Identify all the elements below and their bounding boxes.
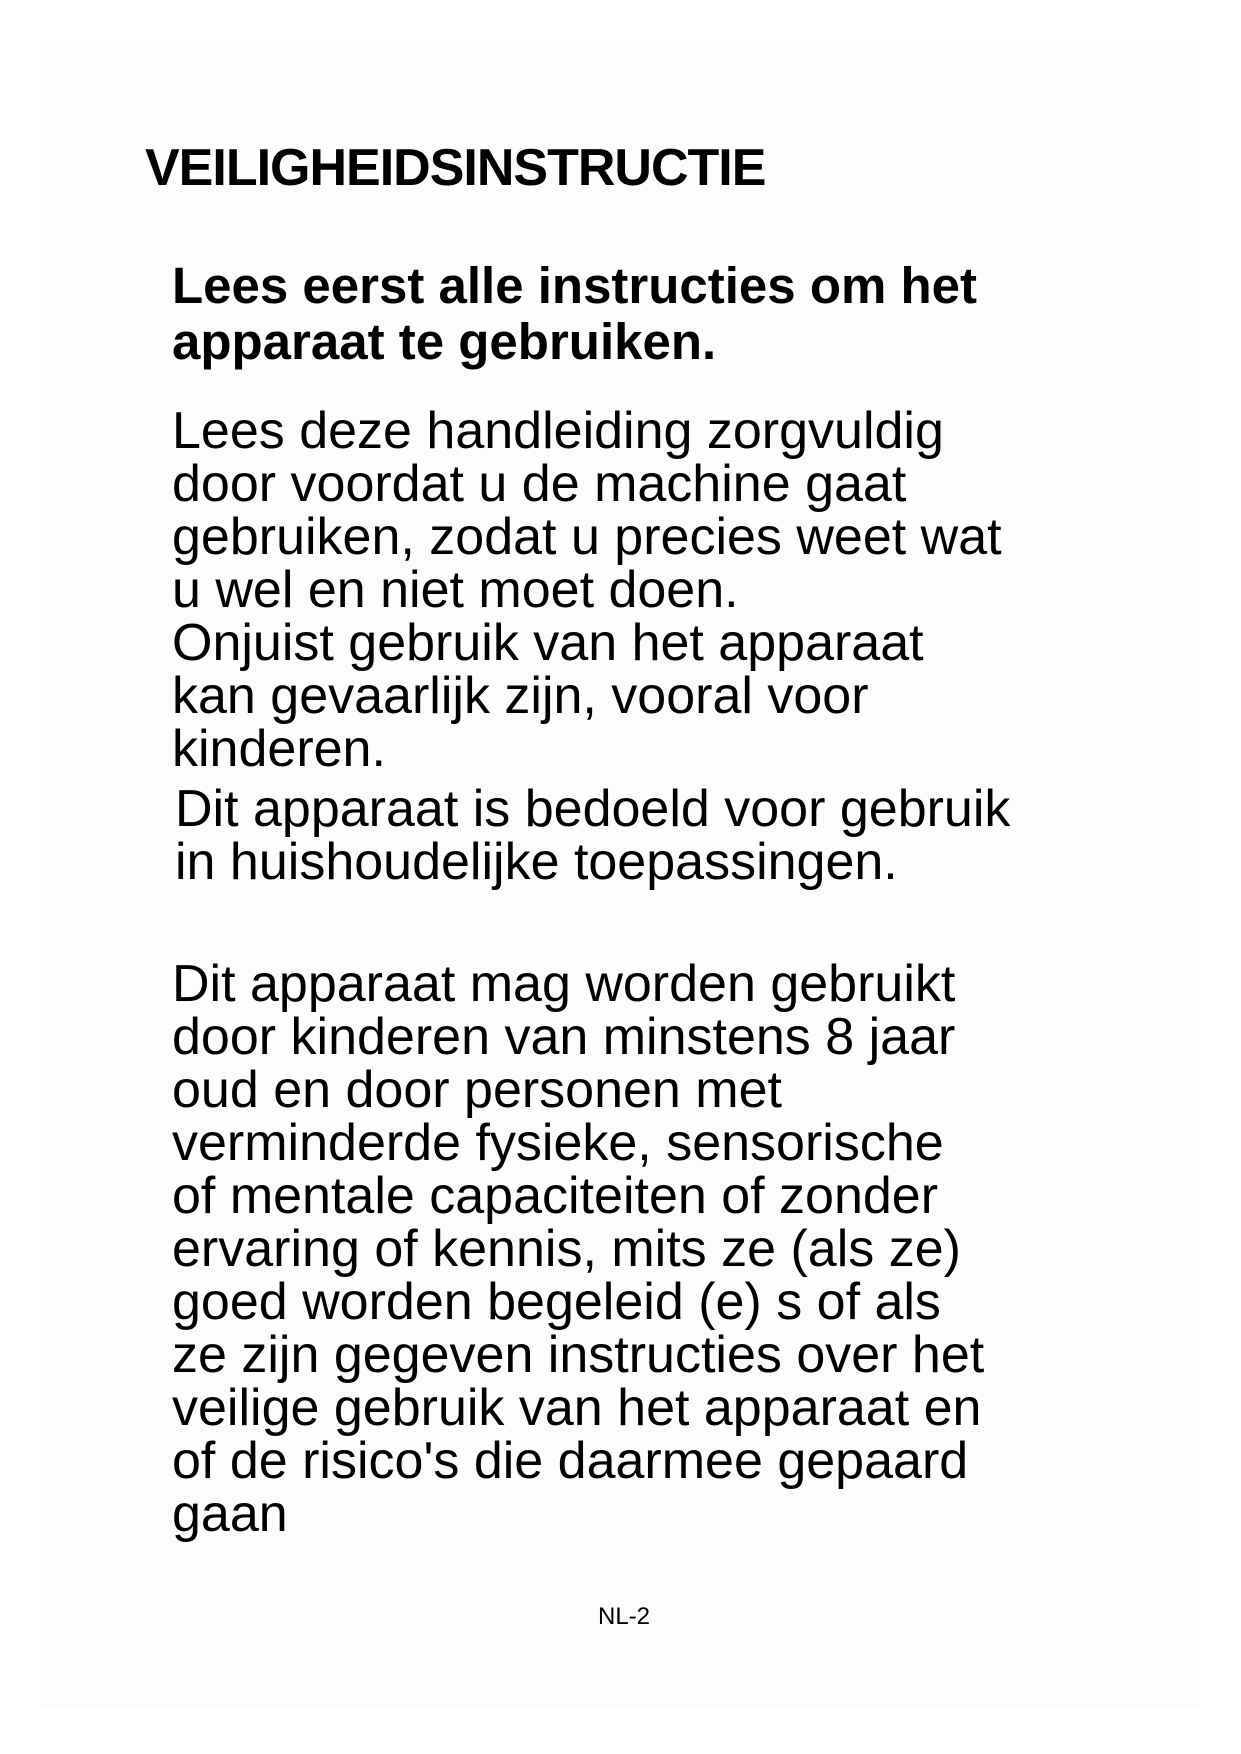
paragraph-household-use [175, 780, 1011, 891]
paragraph-line: Lees deze handleiding zorgvuldig [172, 402, 944, 460]
subtitle [172, 258, 977, 370]
paragraph-line: door voordat u de machine gaat [172, 455, 907, 513]
paragraph-line: Dit apparaat is bedoeld voor gebruik [175, 780, 1011, 838]
paragraph-line: of mentale capaciteiten of zonder [172, 1167, 939, 1225]
paragraph-line: u wel en niet moet doen. [172, 561, 739, 619]
paragraph-line: kinderen. [172, 720, 386, 778]
page-title: VEILIGHEIDSINSTRUCTIE [145, 139, 766, 197]
paragraph-line: of de risico's die daarmee gepaard [172, 1432, 969, 1490]
paragraph-line: gaan [172, 1485, 288, 1543]
paragraph-line: goed worden begeleid (e) s of als [172, 1273, 941, 1331]
paragraph-line: gebruiken, zodat u precies weet wat [172, 508, 1002, 566]
subtitle-line: apparaat te gebruiken. [172, 313, 717, 370]
paragraph-children-persons [172, 955, 985, 1543]
paragraph-line: Onjuist gebruik van het apparaat [172, 614, 924, 672]
paragraph-line: verminderde fysieke, sensorische [172, 1114, 944, 1172]
paragraph-line: kan gevaarlijk zijn, vooral voor [172, 667, 869, 725]
paragraph-line: Dit apparaat mag worden gebruikt [172, 955, 956, 1013]
subtitle-line: Lees eerst alle instructies om het [172, 257, 977, 314]
paragraph-line: in huishoudelijke toepassingen. [175, 833, 898, 891]
paragraph-read-manual [172, 402, 1002, 778]
paragraph-line: ze zijn gegeven instructies over het [172, 1326, 985, 1384]
page-number: NL-2 [598, 1603, 651, 1630]
paragraph-line: oud en door personen met [172, 1061, 782, 1119]
paragraph-line: ervaring of kennis, mits ze (als ze) [172, 1220, 961, 1278]
paragraph-line: door kinderen van minstens 8 jaar [172, 1008, 956, 1066]
paragraph-line: veilige gebruik van het apparaat en [172, 1379, 982, 1437]
